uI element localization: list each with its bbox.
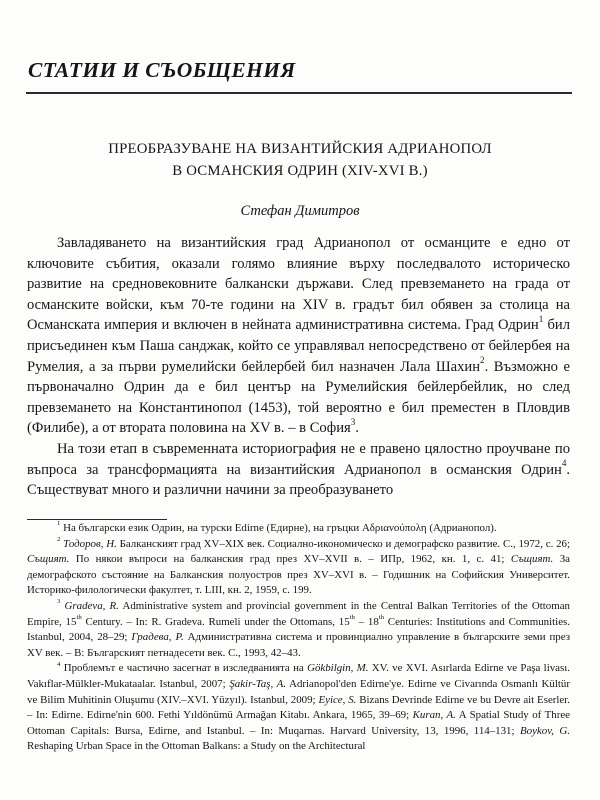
- footnote-ref: 1: [538, 314, 544, 325]
- section-title: СТАТИИ И СЪОБЩЕНИЯ: [28, 58, 296, 82]
- article-author: Стефан Димитров: [240, 203, 360, 219]
- footnote-number: 3: [57, 598, 61, 606]
- footnote-ref: 2: [480, 355, 485, 366]
- footnote: $^4$ Проблемът е частично засегнат в изследванията на Gökbilgin, M. XV. ve XVI. Asırlarda Edirne ve Paşa livası. Vakıflar-Mülkler-Mukataalar. Istanbul, 2007; Şakir-Taş, A. Adrianopol'den Edirne'ye. Edirne ve Civarında Osmanlı Kültür ve Bilim Muhitinin Oluşumu (XIV.–XVI. Yüzyıl). Istanbul, 2009; Eyice, S. Bizans Devrinde Edirne ve bu Devre ait Eserler. – In: Edirne. Edirne'nin 600. Fethi Yıldönümü Armağan Kitabı. Ankara, 1965, 39–69; Kuran, A. A Spatial Study of Three Ottoman Capitals: Bursa, Edirne, and Istanbul. – In: Muqarnas. Harvard University, 13, 1996, 114–131; Boykov, G. Reshaping Urban Space in the Ottoman Balkans: a Study on the Architectural: [27, 660, 571, 753]
- article-body: [27, 233, 570, 501]
- footnotes: [27, 521, 570, 755]
- footnote: $^2$ Тодоров, Н. Балканският град XV–XIX век. Социално-икономическо и демографско развитие. С., 1972, с. 26; Същият. По някои въпроси на балканския град през XV–XVII в. – ИПр, 1962, кн. 1, с. 41; Същият. За демографското състояние на Балканския полуостров през XV–XVI в. – Годишник на Софийския Университет. Историко-филологически факултет, т. LIII, кн. 2, 1959, с. 199.: [27, 535, 571, 597]
- body-paragraph: На този етап в съвременната историография не е правено цялостно проучване по въпроса за трансформацията на византийския Адрианопол в османския Одрин$^4$. Съществуват много и различни начини за преобразуването: [27, 440, 570, 499]
- footnote-ref: 4: [561, 458, 567, 469]
- footnote-divider: [27, 519, 167, 520]
- footnote: $^1$ На български език Одрин, на турски Edirne (Едирне), на гръцки Αδριανούπολη (Адрианопол).: [57, 520, 497, 534]
- article-title-line-2: В ОСМАНСКИЯ ОДРИН (XIV-XVI В.): [172, 163, 428, 179]
- article-title: [40, 138, 560, 182]
- body-paragraph: Завладяването на византийския град Адрианопол от османците е едно от ключовите събития, оказали голямо влияние върху последвалото историческо развитие на средновековните балкански държави. След превземането на града от османските войски, към 70-те години на XIV в. градът бил обявен за столица на Османската империя и включен в нейната административна система. Град Одрин$^1$ бил присъединен към Паша санджак, който се управлявал непосредствено от бейлербея на Румелия, а за първи румелийски бейлербей бил назначен Лала Шахин$^2$. Възможно е първоначално Одрин да е бил център на Румелийския бейлербейлик, но след превземането на Константинопол (1453), той вероятно е бил преместен в Пловдив (Филибе), а от втората половина на XV в. – в София$^3$.: [27, 235, 570, 437]
- footnote-ref: 3: [350, 417, 356, 428]
- article-title-line-1: ПРЕОБРАЗУВАНЕ НА ВИЗАНТИЙСКИЯ АДРИАНОПОЛ: [108, 141, 492, 157]
- footnote: $^3$ Gradeva, R. Administrative system and provincial government in the Central Balkan Territories of the Ottoman Empire, 15th Century. – In: R. Gradeva. Rumeli under the Ottomans, 15th – 18th Centuries: Institutions and Communities. Istanbul, 2004, 28–29; Градева, Р. Административна система и провинциално управление в българските земи през XV век. – В: Българският петнадесети век. С., 1993, 42–43.: [27, 598, 571, 659]
- footnote-number: 2: [57, 535, 61, 543]
- footnote-number: 1: [57, 520, 61, 528]
- footnote-number: 4: [57, 660, 61, 668]
- section-divider: [26, 92, 572, 94]
